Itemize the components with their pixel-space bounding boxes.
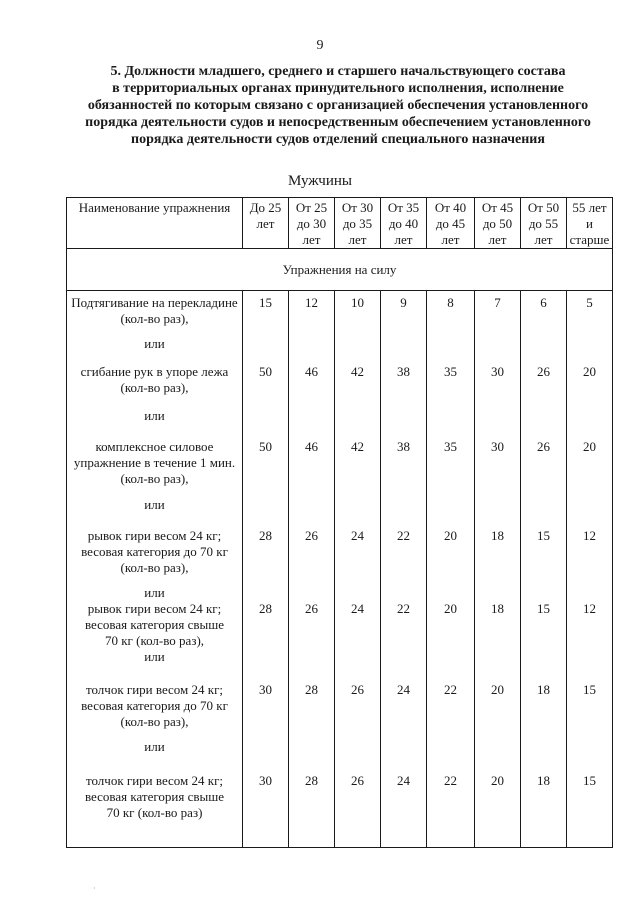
age-header-line: От 25 bbox=[295, 200, 328, 215]
norm-value: 42 bbox=[351, 439, 364, 454]
norm-value: 22 bbox=[397, 528, 410, 543]
age-header-6 bbox=[521, 198, 567, 249]
norm-value: 35 bbox=[444, 439, 457, 454]
norm-value: 28 bbox=[305, 773, 318, 788]
norm-value: 38 bbox=[397, 439, 410, 454]
section-row bbox=[67, 249, 613, 291]
norm-value: 18 bbox=[491, 528, 504, 543]
norm-value: 20 bbox=[444, 528, 457, 543]
exercise-snatch-under-70 bbox=[67, 528, 242, 576]
exercise-body-row bbox=[67, 291, 613, 848]
age-header-line: до 40 bbox=[388, 216, 419, 231]
exercise-pullups bbox=[67, 295, 242, 327]
norm-value: 12 bbox=[305, 295, 318, 310]
norm-value: 30 bbox=[491, 364, 504, 379]
heading-line: обязанностей по которым связано с организацией обеспечения установленного bbox=[87, 98, 589, 113]
norm-value: 18 bbox=[491, 601, 504, 616]
age-header-4 bbox=[427, 198, 475, 249]
page-number: 9 bbox=[316, 38, 324, 53]
age-column-values bbox=[475, 291, 521, 848]
age-header-line: до 55 bbox=[528, 216, 559, 231]
norm-value: 15 bbox=[537, 601, 550, 616]
exercise-line: (кол-во раз), bbox=[120, 714, 189, 729]
norm-value: 9 bbox=[400, 295, 407, 310]
age-header-2 bbox=[335, 198, 381, 249]
age-header-line: до 35 bbox=[342, 216, 373, 231]
or-label: или bbox=[144, 739, 165, 754]
exercise-name-header: Наименование упражнения bbox=[67, 198, 243, 249]
exercise-line: (кол-во раз), bbox=[120, 311, 189, 326]
exercise-jerk-over-70 bbox=[67, 773, 242, 821]
norm-value: 20 bbox=[491, 773, 504, 788]
norm-value: 22 bbox=[397, 601, 410, 616]
age-header-line: До 25 bbox=[249, 200, 282, 215]
norm-value: 20 bbox=[444, 601, 457, 616]
scan-mark: · bbox=[93, 884, 96, 893]
norm-value: 18 bbox=[537, 773, 550, 788]
section-heading bbox=[58, 63, 618, 148]
norm-value: 20 bbox=[491, 682, 504, 697]
norm-value: 15 bbox=[259, 295, 272, 310]
exercise-line: 70 кг (кол-во раз), bbox=[104, 633, 205, 648]
norm-value: 24 bbox=[397, 682, 410, 697]
or-label: или bbox=[144, 585, 165, 600]
age-header-3 bbox=[381, 198, 427, 249]
age-header-7 bbox=[567, 198, 613, 249]
norm-value: 26 bbox=[537, 364, 550, 379]
exercise-line: сгибание рук в упоре лежа bbox=[80, 364, 229, 379]
age-header-line: лет bbox=[534, 232, 553, 247]
exercise-snatch-over-70 bbox=[67, 601, 242, 649]
norm-value: 35 bbox=[444, 364, 457, 379]
exercise-complex-strength bbox=[67, 439, 242, 487]
norm-value: 15 bbox=[583, 682, 596, 697]
age-header-line: От 40 bbox=[434, 200, 467, 215]
exercise-line: рывок гири весом 24 кг; bbox=[87, 601, 222, 616]
norm-value: 22 bbox=[444, 682, 457, 697]
age-header-line: От 30 bbox=[341, 200, 374, 215]
norm-value: 20 bbox=[583, 364, 596, 379]
or-label: или bbox=[144, 336, 165, 351]
exercise-line: комплексное силовое bbox=[95, 439, 214, 454]
norm-value: 50 bbox=[259, 439, 272, 454]
norm-value: 15 bbox=[537, 528, 550, 543]
heading-line: порядка деятельности судов отделений специального назначения bbox=[131, 132, 545, 147]
exercise-line: весовая категория до 70 кг bbox=[81, 698, 228, 713]
gender-subtitle: Мужчины bbox=[288, 173, 352, 189]
norm-value: 38 bbox=[397, 364, 410, 379]
norm-value: 22 bbox=[444, 773, 457, 788]
age-header-line: до 30 bbox=[296, 216, 327, 231]
norm-value: 30 bbox=[259, 773, 272, 788]
norm-value: 26 bbox=[305, 601, 318, 616]
norm-value: 30 bbox=[491, 439, 504, 454]
age-header-1 bbox=[289, 198, 335, 249]
exercise-line: рывок гири весом 24 кг; bbox=[87, 528, 222, 543]
heading-line: 5. Должности младшего, среднего и старшего начальствующего состава bbox=[110, 64, 566, 79]
age-header-line: старше bbox=[569, 232, 610, 247]
exercise-line: весовая категория свыше bbox=[84, 617, 224, 632]
norm-value: 12 bbox=[583, 528, 596, 543]
age-header-line: От 45 bbox=[481, 200, 514, 215]
section-title: Упражнения на силу bbox=[67, 249, 613, 291]
age-header-line: до 50 bbox=[482, 216, 513, 231]
norm-value: 6 bbox=[540, 295, 547, 310]
norm-value: 26 bbox=[305, 528, 318, 543]
age-header-line: От 35 bbox=[387, 200, 420, 215]
exercise-line: (кол-во раз), bbox=[120, 471, 189, 486]
norm-value: 30 bbox=[259, 682, 272, 697]
age-header-line: лет bbox=[302, 232, 321, 247]
norm-value: 50 bbox=[259, 364, 272, 379]
exercise-line: 70 кг (кол-во раз) bbox=[106, 805, 203, 820]
norm-value: 8 bbox=[447, 295, 454, 310]
norm-value: 46 bbox=[305, 364, 318, 379]
age-column-values bbox=[521, 291, 567, 848]
heading-line: в территориальных органах принудительного исполнения, исполнение bbox=[112, 81, 564, 96]
age-column-values bbox=[335, 291, 381, 848]
age-header-line: лет bbox=[394, 232, 413, 247]
age-column-values bbox=[243, 291, 289, 848]
age-header-line: и bbox=[586, 216, 593, 231]
exercise-line: весовая категория до 70 кг bbox=[81, 544, 228, 559]
norm-value: 28 bbox=[305, 682, 318, 697]
exercise-line: толчок гири весом 24 кг; bbox=[85, 773, 224, 788]
age-header-line: От 50 bbox=[527, 200, 560, 215]
norm-value: 26 bbox=[351, 773, 364, 788]
exercise-line: толчок гири весом 24 кг; bbox=[85, 682, 224, 697]
age-header-line: лет bbox=[441, 232, 460, 247]
exercise-pushups bbox=[67, 364, 242, 396]
norm-value: 5 bbox=[586, 295, 593, 310]
exercise-line: упражнение в течение 1 мин. bbox=[73, 455, 236, 470]
age-header-line: лет bbox=[488, 232, 507, 247]
age-column-values bbox=[381, 291, 427, 848]
age-header-0 bbox=[243, 198, 289, 249]
age-header-5 bbox=[475, 198, 521, 249]
exercise-line: весовая категория свыше bbox=[84, 789, 224, 804]
age-header-line: до 45 bbox=[435, 216, 466, 231]
age-header-line: лет bbox=[256, 216, 275, 231]
norm-value: 26 bbox=[351, 682, 364, 697]
norm-value: 10 bbox=[351, 295, 364, 310]
age-header-line: лет bbox=[348, 232, 367, 247]
or-label: или bbox=[144, 497, 165, 512]
exercise-line: (кол-во раз), bbox=[120, 380, 189, 395]
header-row bbox=[67, 198, 613, 249]
exercise-jerk-under-70 bbox=[67, 682, 242, 730]
or-label: или bbox=[144, 408, 165, 423]
age-column-values bbox=[567, 291, 613, 848]
norm-value: 42 bbox=[351, 364, 364, 379]
heading-line: порядка деятельности судов и непосредственным обеспечением установленного bbox=[85, 115, 591, 130]
norm-value: 18 bbox=[537, 682, 550, 697]
age-column-values bbox=[289, 291, 335, 848]
norm-value: 24 bbox=[397, 773, 410, 788]
exercise-names-cell bbox=[67, 291, 243, 848]
norm-value: 15 bbox=[583, 773, 596, 788]
norm-value: 28 bbox=[259, 601, 272, 616]
or-label: или bbox=[144, 649, 165, 664]
norm-value: 20 bbox=[583, 439, 596, 454]
age-column-values bbox=[427, 291, 475, 848]
norm-value: 24 bbox=[351, 528, 364, 543]
norm-value: 28 bbox=[259, 528, 272, 543]
norm-value: 26 bbox=[537, 439, 550, 454]
norm-value: 12 bbox=[583, 601, 596, 616]
norm-value: 7 bbox=[494, 295, 501, 310]
norm-value: 24 bbox=[351, 601, 364, 616]
norm-value: 46 bbox=[305, 439, 318, 454]
age-header-line: 55 лет bbox=[572, 200, 607, 215]
norms-table bbox=[66, 197, 613, 848]
exercise-line: Подтягивание на перекладине bbox=[71, 295, 238, 310]
exercise-line: (кол-во раз), bbox=[120, 560, 189, 575]
